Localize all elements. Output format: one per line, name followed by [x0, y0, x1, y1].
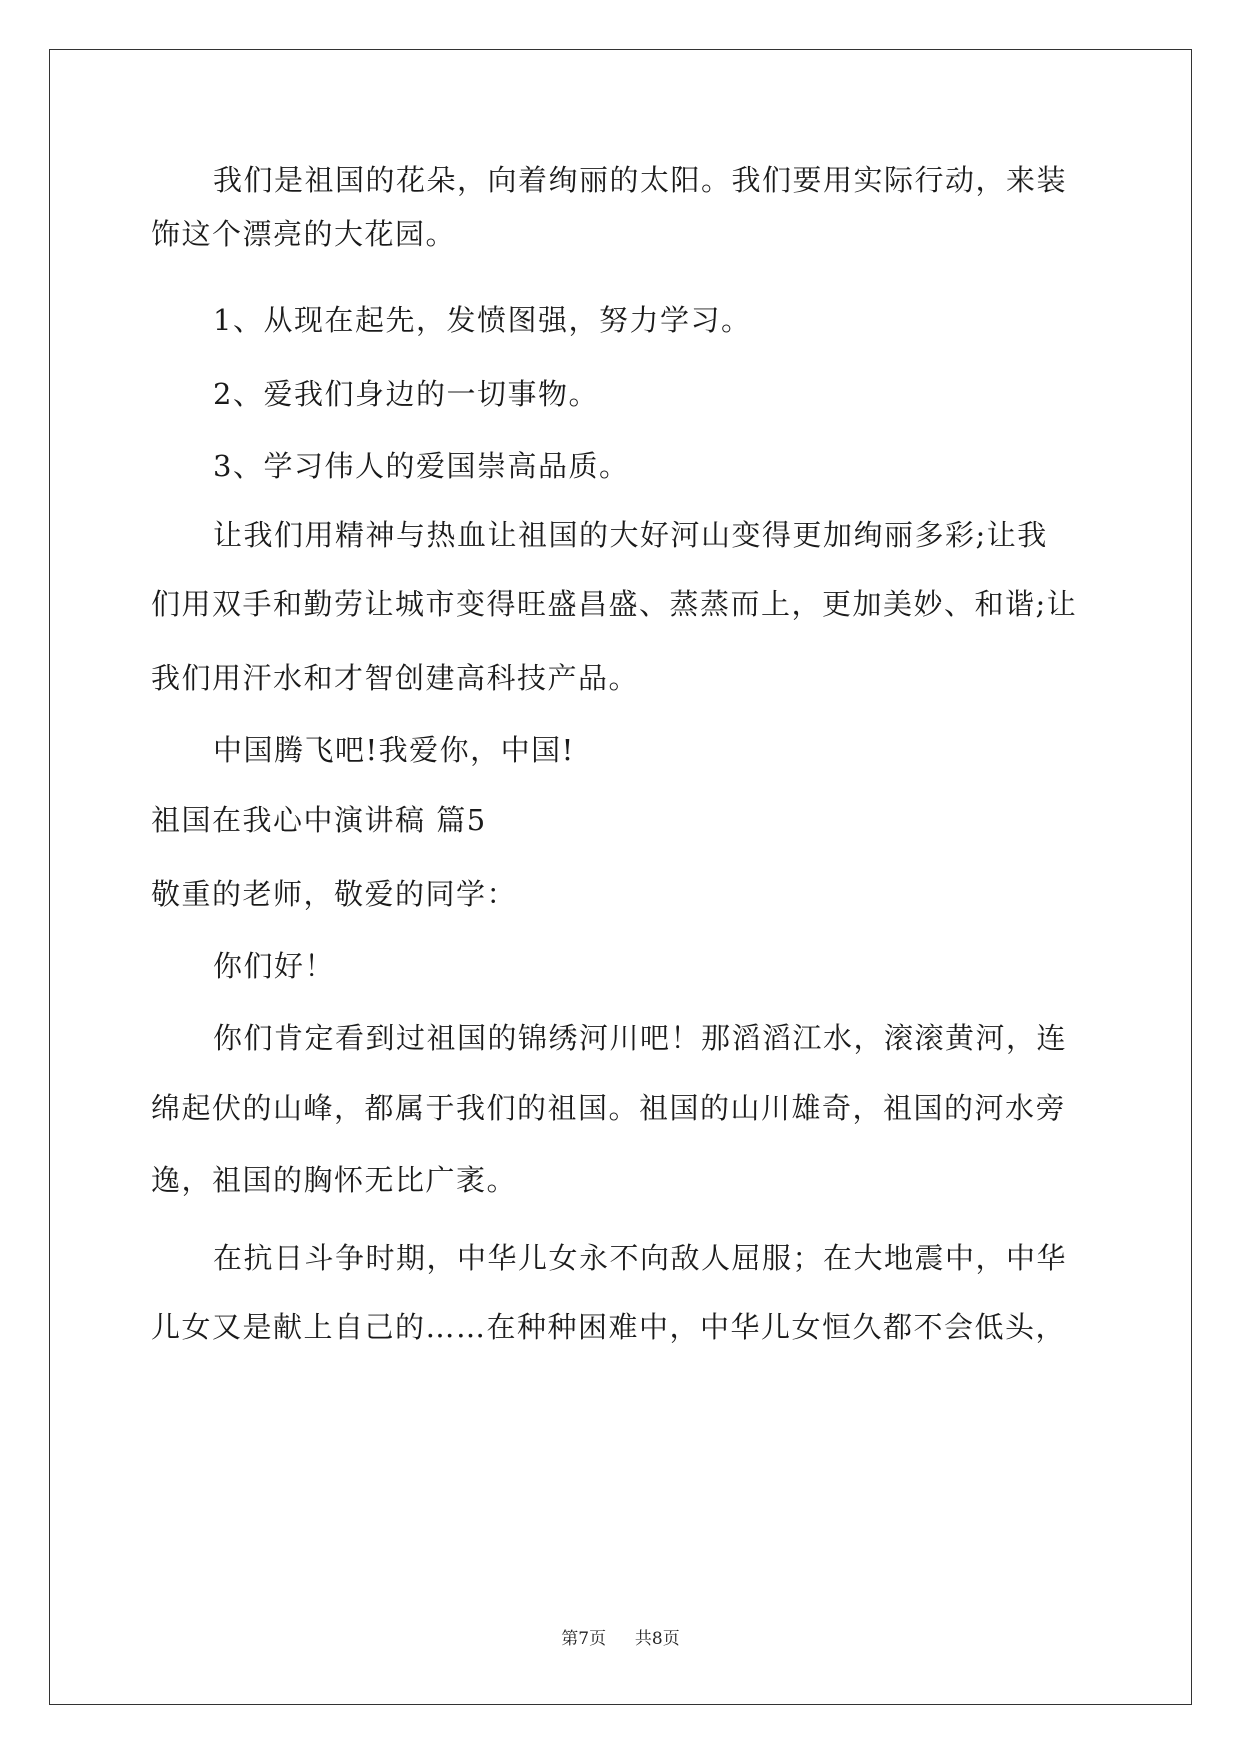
paragraph-line: 我们是祖国的花朵，向着绚丽的太阳。我们要用实际行动，来装	[213, 163, 1068, 197]
page-footer	[0, 1628, 1241, 1650]
paragraph-line: 们用双手和勤劳让城市变得旺盛昌盛、蒸蒸而上，更加美妙、和谐;让	[151, 587, 1078, 621]
list-item: 2、爱我们身边的一切事物。	[213, 377, 599, 411]
list-item: 3、学习伟人的爱国崇高品质。	[213, 449, 630, 483]
paragraph-line: 让我们用精神与热血让祖国的大好河山变得更加绚丽多彩;让我	[213, 518, 1048, 552]
paragraph-line: 你们肯定看到过祖国的锦绣河川吧！那滔滔江水，滚滚黄河，连	[213, 1021, 1068, 1055]
paragraph-line: 绵起伏的山峰，都属于我们的祖国。祖国的山川雄奇，祖国的河水旁	[151, 1091, 1067, 1125]
paragraph-line: 在抗日斗争时期，中华儿女永不向敌人屈服；在大地震中，中华	[213, 1241, 1068, 1275]
salutation: 敬重的老师，敬爱的同学：	[151, 877, 518, 911]
paragraph-line: 儿女又是献上自己的……在种种困难中，中华儿女恒久都不会低头，	[151, 1310, 1067, 1344]
paragraph-line: 逸，祖国的胸怀无比广袤。	[151, 1163, 518, 1197]
section-heading: 祖国在我心中演讲稿 篇5	[151, 803, 487, 837]
page-number: 第7页	[561, 1629, 607, 1649]
paragraph-line: 饰这个漂亮的大花园。	[151, 217, 457, 251]
paragraph-line: 中国腾飞吧!我爱你，中国!	[213, 733, 575, 767]
greeting: 你们好！	[213, 949, 336, 983]
page-total: 共8页	[634, 1629, 680, 1649]
list-item: 1、从现在起先，发愤图强，努力学习。	[213, 303, 752, 337]
paragraph-line: 我们用汗水和才智创建高科技产品。	[151, 661, 640, 695]
